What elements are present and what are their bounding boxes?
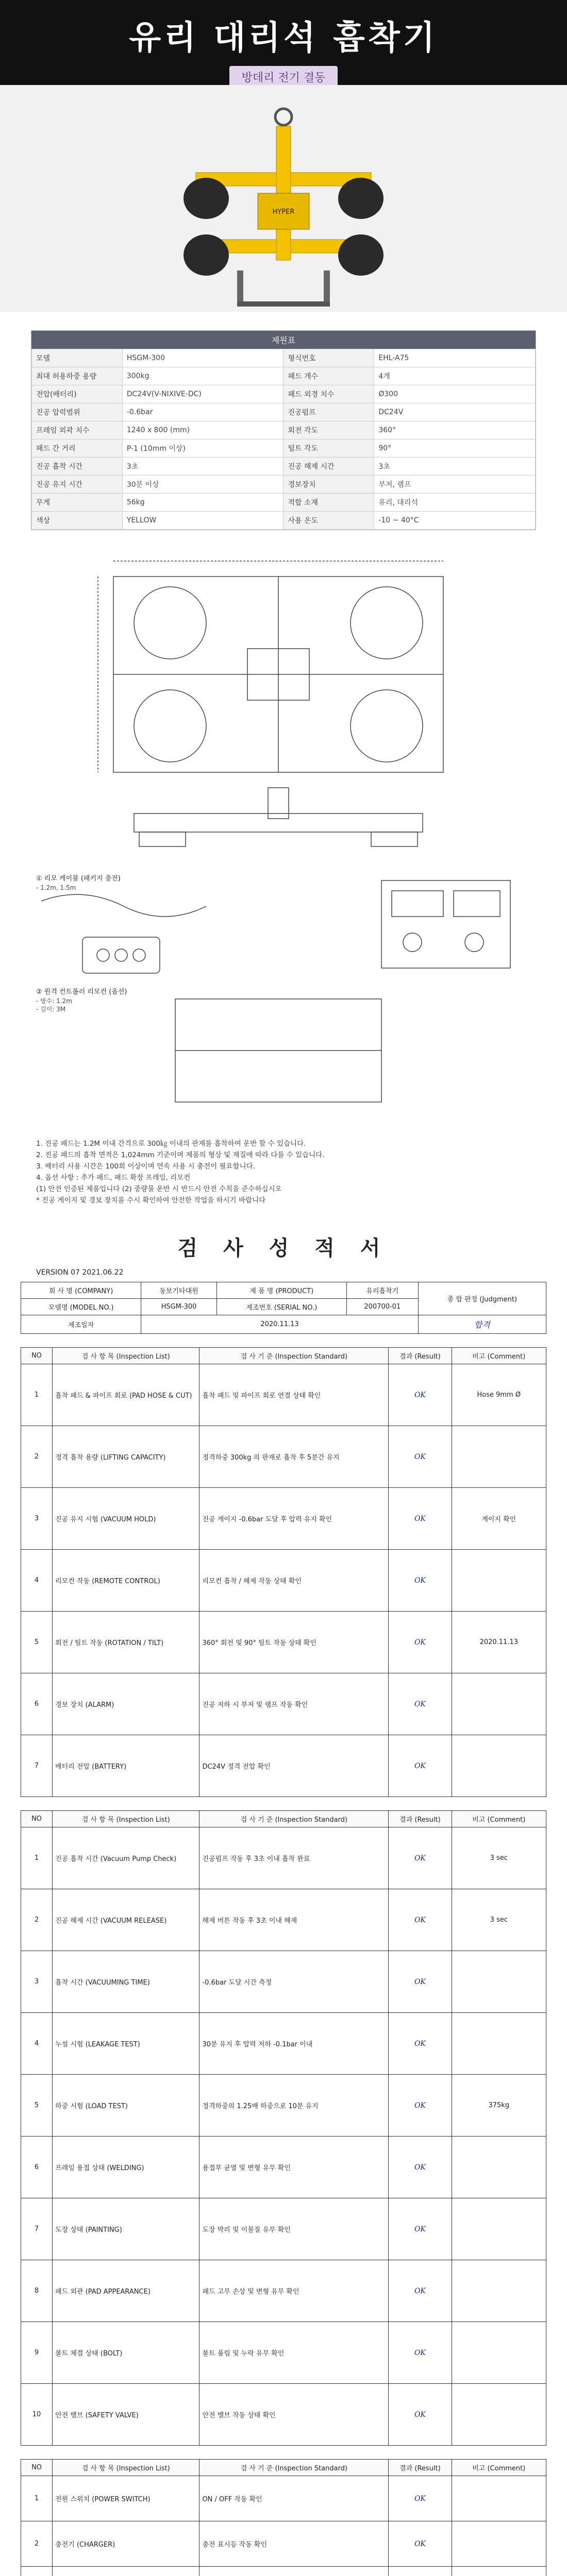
- note-line: 2. 진공 패드의 흡착 면적은 1,024mm 기준이며 제품의 형상 및 재질에 따라 다를 수 있습니다.: [36, 1151, 325, 1159]
- spec-value: DC24V(V-NIXIVE-DC): [122, 385, 284, 403]
- row-no: 3: [21, 1951, 53, 2013]
- row-remarks: [452, 2384, 546, 2446]
- row-item: 전원 스위치 (POWER SWITCH): [53, 2476, 199, 2521]
- spec-value: 부저, 램프: [374, 476, 536, 494]
- row-standard: 패드 고무 손상 및 변형 유무 확인: [199, 2260, 389, 2322]
- row-item: 도장 상태 (PAINTING): [53, 2198, 199, 2260]
- col-item: 검 사 항 목 (Inspection List): [53, 1348, 199, 1364]
- col-remarks: 비고 (Comment): [452, 1348, 546, 1364]
- spec-row: [32, 512, 536, 530]
- technical-drawing: [21, 546, 546, 1133]
- note-line: * 진공 게이지 및 경보 장치를 수시 확인하여 안전한 작업을 하시기 바랍니다: [36, 1196, 266, 1205]
- spec-table-title: 제원표: [31, 331, 536, 349]
- row-standard: 도장 박리 및 이물질 유무 확인: [199, 2198, 389, 2260]
- col-result: 결과 (Result): [389, 2460, 452, 2476]
- row-standard: DC24V 정격 전압 확인: [199, 1735, 389, 1797]
- suction-pad: [338, 178, 383, 219]
- col-result: 결과 (Result): [389, 1811, 452, 1827]
- inspection-row: [21, 2322, 546, 2384]
- drawing-svg: [21, 546, 546, 1133]
- row-standard: 진공 게이지 -0.6bar 도달 후 압력 유지 확인: [199, 1488, 389, 1550]
- col-no: NO: [21, 2460, 53, 2476]
- col-item: 검 사 항 목 (Inspection List): [53, 2460, 199, 2476]
- row-result: OK: [389, 2198, 452, 2260]
- inspection-row: [21, 2013, 546, 2075]
- row-remarks: [452, 1735, 546, 1797]
- model-value: HSGM-300: [141, 1299, 216, 1315]
- inspection-row: [21, 2137, 546, 2198]
- inspection-row: [21, 1612, 546, 1673]
- company-value: 동보기타대원: [141, 1282, 216, 1299]
- spec-key: 진공펌프: [284, 403, 374, 421]
- report-version: VERSION 07 2021.06.22: [36, 1268, 124, 1277]
- row-item: 진공 해제 시간 (VACUUM RELEASE): [53, 1889, 199, 1951]
- row-standard: 리모컨 흡착 / 해제 작동 상태 확인: [199, 1550, 389, 1612]
- row-result: OK: [389, 2260, 452, 2322]
- spec-key: 적합 소재: [284, 494, 374, 512]
- row-remarks: [452, 1951, 546, 2013]
- row-remarks: 2020.11.13: [452, 1612, 546, 1673]
- row-no: 2: [21, 1889, 53, 1951]
- note-line: (1) 안전 인증된 제품입니다 (2) 중량물 운반 시 반드시 안전 수칙을 준수하십시오: [36, 1185, 282, 1193]
- row-no: 3: [21, 1488, 53, 1550]
- row-standard: 30분 유지 후 압력 저하 -0.1bar 이내: [199, 2013, 389, 2075]
- spec-value: 유리, 대리석: [374, 494, 536, 512]
- row-no: 4: [21, 2013, 53, 2075]
- page-subtitle-badge: 방데리 전기 결동: [229, 66, 338, 88]
- drawing-panel: [381, 880, 510, 968]
- row-item: 정격 흡착 용량 (LIFTING CAPACITY): [53, 1426, 199, 1488]
- row-result: OK: [389, 2075, 452, 2137]
- row-item: 누설 시험 (LEAKAGE TEST): [53, 2013, 199, 2075]
- col-item: 검 사 항 목 (Inspection List): [53, 1811, 199, 1827]
- row-no: 7: [21, 2198, 53, 2260]
- page-header: [0, 0, 567, 85]
- row-remarks: 375kg: [452, 2075, 546, 2137]
- callout-remote-control-spec2: - 길이: 3M: [36, 1006, 66, 1013]
- row-result: OK: [389, 2476, 452, 2521]
- spec-key: 진공 해제 시간: [284, 457, 374, 476]
- spec-value: Ø300: [374, 385, 536, 403]
- serial-label: 제조번호 (SERIAL NO.): [216, 1299, 346, 1315]
- row-standard: 용접부 균열 및 변형 유무 확인: [199, 2137, 389, 2198]
- row-result: OK: [389, 1673, 452, 1735]
- spec-value: P-1 (10mm 이상): [122, 439, 284, 457]
- row-item: 안전 밸브 (SAFETY VALVE): [53, 2384, 199, 2446]
- row-remarks: Hose 9mm Ø: [452, 1364, 546, 1426]
- spec-key: 색상: [32, 512, 123, 530]
- row-result: OK: [389, 2384, 452, 2446]
- spec-key: 최대 허용하중 용량: [32, 367, 123, 385]
- row-result: OK: [389, 2322, 452, 2384]
- handle-bar: [237, 301, 330, 307]
- row-no: 10: [21, 2384, 53, 2446]
- row-item: 충전기 (CHARGER): [53, 2521, 199, 2567]
- col-standard: 검 사 기 준 (Inspection Standard): [199, 2460, 389, 2476]
- col-remarks: 비고 (Comment): [452, 1811, 546, 1827]
- row-result: OK: [389, 1550, 452, 1612]
- spec-row: [32, 421, 536, 439]
- spec-value: HSGM-300: [122, 349, 284, 367]
- spec-value: 3초: [122, 457, 284, 476]
- inspection-row: [21, 1889, 546, 1951]
- suction-pad: [184, 178, 229, 219]
- row-result: OK: [389, 1488, 452, 1550]
- row-no: 6: [21, 2137, 53, 2198]
- inspection-row: [21, 2521, 546, 2567]
- row-result: OK: [389, 1827, 452, 1889]
- row-result: [389, 2567, 452, 2576]
- spec-key: 패드 개수: [284, 367, 374, 385]
- row-item: 배터리 전압 (BATTERY): [53, 1735, 199, 1797]
- spec-value: 300kg: [122, 367, 284, 385]
- row-remarks: 게이지 확인: [452, 1488, 546, 1550]
- inspection-row: [21, 1735, 546, 1797]
- spec-grid: [31, 349, 536, 530]
- spec-key: 패드 간 거리: [32, 439, 123, 457]
- callout-remote-control-spec1: - 방수: 1.2m: [36, 997, 72, 1005]
- spec-key: 형식번호: [284, 349, 374, 367]
- judge-label: 종 합 판정 (Judgment): [418, 1282, 546, 1315]
- drawing-side-frame: [134, 814, 423, 832]
- spec-value: 56kg: [122, 494, 284, 512]
- row-remarks: [452, 2137, 546, 2198]
- row-item: 흡착 패드 & 파이프 회로 (PAD HOSE & CUT): [53, 1364, 199, 1426]
- row-standard: 안전 밸브 작동 상태 확인: [199, 2384, 389, 2446]
- inspection-row: [21, 2567, 546, 2576]
- product-label: 제 품 명 (PRODUCT): [216, 1282, 346, 1299]
- row-remarks: [452, 1673, 546, 1735]
- spec-value: 360°: [374, 421, 536, 439]
- row-standard: ON / OFF 작동 확인: [199, 2476, 389, 2521]
- col-remarks: 비고 (Comment): [452, 2460, 546, 2476]
- row-remarks: [452, 1426, 546, 1488]
- drawing-pad: [134, 587, 206, 659]
- spec-row: [32, 385, 536, 403]
- spec-value: -10 ~ 40°C: [374, 512, 536, 530]
- row-no: 7: [21, 1735, 53, 1797]
- row-remarks: [452, 2567, 546, 2576]
- handle-left: [237, 270, 243, 307]
- product-photo: [0, 85, 567, 312]
- spec-value: 3초: [374, 457, 536, 476]
- inspection-table-1: [21, 1347, 546, 1797]
- inspection-row: [21, 2476, 546, 2521]
- row-item: 진공 유지 시험 (VACUUM HOLD): [53, 1488, 199, 1550]
- inspection-row: [21, 1426, 546, 1488]
- drawing-notes: [36, 1138, 531, 1206]
- row-standard: 볼트 풀림 및 누락 유무 확인: [199, 2322, 389, 2384]
- drawing-pad: [351, 587, 423, 659]
- spec-key: 진공 압력범위: [32, 403, 123, 421]
- row-item: 회전 / 틸트 작동 (ROTATION / TILT): [53, 1612, 199, 1673]
- spec-row: [32, 439, 536, 457]
- row-no: 2: [21, 2521, 53, 2567]
- spec-value: DC24V: [374, 403, 536, 421]
- spec-key: 전압(배터리): [32, 385, 123, 403]
- note-line: 1. 진공 패드는 1.2M 이내 간격으로 300㎏ 이내의 판재를 흡착하여 운반 할 수 있습니다.: [36, 1140, 306, 1148]
- model-label: 모델명 (MODEL NO.): [21, 1299, 141, 1315]
- row-result: OK: [389, 2521, 452, 2567]
- spec-key: 진공 흡착 시간: [32, 457, 123, 476]
- row-result: OK: [389, 1364, 452, 1426]
- inspection-row: [21, 1827, 546, 1889]
- row-no: 9: [21, 2322, 53, 2384]
- inspection-row: [21, 2384, 546, 2446]
- inspection-row: [21, 1951, 546, 2013]
- spec-row: [32, 494, 536, 512]
- row-item: [53, 2567, 199, 2576]
- spec-value: YELLOW: [122, 512, 284, 530]
- handle-right: [324, 270, 330, 307]
- row-standard: -0.6bar 도달 시간 측정: [199, 1951, 389, 2013]
- spec-row: [32, 349, 536, 367]
- row-result: OK: [389, 1426, 452, 1488]
- drawing-remote: [82, 937, 160, 973]
- row-result: OK: [389, 1735, 452, 1797]
- inspection-table-3: [21, 2459, 546, 2576]
- row-no: 1: [21, 1364, 53, 1426]
- row-result: OK: [389, 1951, 452, 2013]
- callout-remote-cable-spec: - 1.2m, 1.5m: [36, 884, 76, 891]
- suction-pad: [184, 234, 229, 276]
- spec-key: 회전 각도: [284, 421, 374, 439]
- callout-remote-cable: ① 리모 케이블 (패키지 충전): [36, 875, 121, 883]
- row-remarks: 3 sec: [452, 1827, 546, 1889]
- row-remarks: [452, 2476, 546, 2521]
- inspection-row: [21, 2075, 546, 2137]
- spec-key: 모델: [32, 349, 123, 367]
- spec-value: -0.6bar: [122, 403, 284, 421]
- note-line: 4. 옵션 사항 : 추가 패드, 패드 확장 프레임, 리모컨: [36, 1174, 191, 1182]
- report-title: 검 사 성 적 서: [177, 1236, 390, 1260]
- spec-value: EHL-A75: [374, 349, 536, 367]
- col-no: NO: [21, 1811, 53, 1827]
- row-item: 하중 시험 (LOAD TEST): [53, 2075, 199, 2137]
- inspection-row: [21, 2260, 546, 2322]
- row-remarks: [452, 2322, 546, 2384]
- inspection-row: [21, 1364, 546, 1426]
- spec-key: 경보장치: [284, 476, 374, 494]
- row-standard: 정격하중 300kg 의 판재로 흡착 후 5분간 유지: [199, 1426, 389, 1488]
- row-standard: [199, 2567, 389, 2576]
- serial-value: 200700-01: [346, 1299, 418, 1315]
- row-no: 4: [21, 1550, 53, 1612]
- suction-pad: [338, 234, 383, 276]
- spec-row: [32, 457, 536, 476]
- inspection-row: [21, 1550, 546, 1612]
- row-item: 진공 흡착 시간 (Vacuum Pump Check): [53, 1827, 199, 1889]
- inspection-table-2: [21, 1810, 546, 2446]
- product-value: 유리흡착기: [346, 1282, 418, 1299]
- report-info-table: [21, 1282, 546, 1334]
- row-standard: 정격하중의 1.25배 하중으로 10분 유지: [199, 2075, 389, 2137]
- spec-key: 무게: [32, 494, 123, 512]
- row-remarks: [452, 2260, 546, 2322]
- row-remarks: [452, 1550, 546, 1612]
- spec-value: 90°: [374, 439, 536, 457]
- maker-label: 제조일자: [21, 1315, 141, 1334]
- spec-row: [32, 403, 536, 421]
- row-standard: 흡착 패드 및 파이프 회로 연결 상태 확인: [199, 1364, 389, 1426]
- row-standard: 진공펌프 작동 후 3초 이내 흡착 완료: [199, 1827, 389, 1889]
- row-item: 흡착 시간 (VACUUMING TIME): [53, 1951, 199, 2013]
- drawing-pad: [134, 690, 206, 762]
- row-item: 패드 외관 (PAD APPEARANCE): [53, 2260, 199, 2322]
- row-no: 8: [21, 2260, 53, 2322]
- row-no: 2: [21, 1426, 53, 1488]
- row-standard: 해제 버튼 작동 후 3초 이내 해제: [199, 1889, 389, 1951]
- row-standard: 360° 회전 및 90° 틸트 작동 상태 확인: [199, 1612, 389, 1673]
- col-standard: 검 사 기 준 (Inspection Standard): [199, 1811, 389, 1827]
- spec-key: 진공 유지 시간: [32, 476, 123, 494]
- spec-row: [32, 476, 536, 494]
- row-standard: 진공 저하 시 부저 및 램프 작동 확인: [199, 1673, 389, 1735]
- page-title: 유리 대리석 흡착기: [129, 19, 438, 57]
- inspection-row: [21, 2198, 546, 2260]
- spec-value: 1240 x 800 (mm): [122, 421, 284, 439]
- spec-key: 틸트 각도: [284, 439, 374, 457]
- brand-label: HYPER: [272, 208, 295, 216]
- row-result: OK: [389, 2013, 452, 2075]
- judge-value: 합격: [418, 1315, 546, 1334]
- inspection-row: [21, 1673, 546, 1735]
- row-remarks: [452, 2013, 546, 2075]
- row-no: 6: [21, 1673, 53, 1735]
- row-result: OK: [389, 1889, 452, 1951]
- row-no: 5: [21, 1612, 53, 1673]
- row-item: 프레임 용접 상태 (WELDING): [53, 2137, 199, 2198]
- callout-remote-control: ② 원격 컨트롤러 리모컨 (옵션): [36, 988, 127, 996]
- spec-value: 30분 이상: [122, 476, 284, 494]
- company-label: 회 사 명 (COMPANY): [21, 1282, 141, 1299]
- spec-key: 패드 외경 치수: [284, 385, 374, 403]
- row-no: 5: [21, 2075, 53, 2137]
- spec-table: [31, 330, 536, 530]
- inspection-report: [21, 1232, 546, 2576]
- row-remarks: [452, 2521, 546, 2567]
- row-result: OK: [389, 1612, 452, 1673]
- row-item: 볼트 체결 상태 (BOLT): [53, 2322, 199, 2384]
- row-no: 1: [21, 2476, 53, 2521]
- row-item: 리모컨 작동 (REMOTE CONTROL): [53, 1550, 199, 1612]
- col-result: 결과 (Result): [389, 1348, 452, 1364]
- row-standard: 충전 표시등 작동 확인: [199, 2521, 389, 2567]
- row-result: OK: [389, 2137, 452, 2198]
- col-standard: 검 사 기 준 (Inspection Standard): [199, 1348, 389, 1364]
- row-no: 1: [21, 1827, 53, 1889]
- inspection-row: [21, 1488, 546, 1550]
- spec-value: 4개: [374, 367, 536, 385]
- spec-key: 사용 온도: [284, 512, 374, 530]
- row-no: [21, 2567, 53, 2576]
- spec-row: [32, 367, 536, 385]
- maker-value: 2020.11.13: [141, 1315, 418, 1334]
- col-no: NO: [21, 1348, 53, 1364]
- row-remarks: 3 sec: [452, 1889, 546, 1951]
- spec-key: 프레임 외곽 치수: [32, 421, 123, 439]
- row-remarks: [452, 2198, 546, 2260]
- product-illustration: [0, 85, 567, 312]
- note-line: 3. 배터리 사용 시간은 100회 이상이며 연속 사용 시 충전이 필요합니다.: [36, 1162, 255, 1171]
- drawing-pad: [351, 690, 423, 762]
- row-item: 경보 장치 (ALARM): [53, 1673, 199, 1735]
